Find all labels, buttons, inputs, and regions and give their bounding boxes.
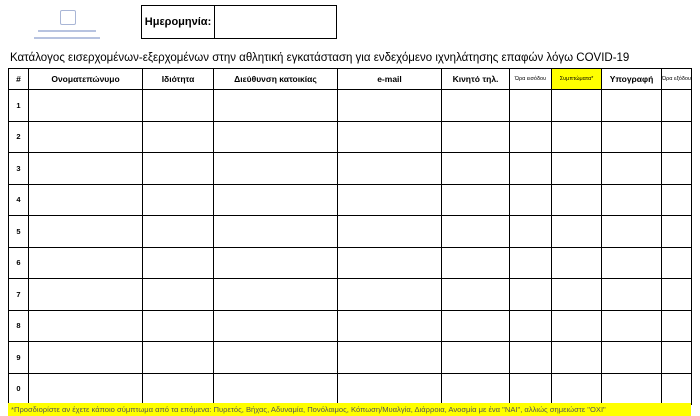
entry-cell[interactable]: [29, 216, 143, 248]
entry-cell[interactable]: [338, 247, 442, 279]
entry-cell[interactable]: [214, 216, 338, 248]
entry-cell[interactable]: [662, 342, 692, 374]
entry-cell[interactable]: [143, 279, 214, 311]
column-header-mobile: Κινητό τηλ.: [442, 69, 510, 90]
row-number: 7: [9, 279, 29, 311]
entry-cell[interactable]: [442, 121, 510, 153]
entry-cell[interactable]: [602, 121, 662, 153]
entry-cell[interactable]: [442, 279, 510, 311]
row-number: 2: [9, 121, 29, 153]
column-header-address: Διεύθυνση κατοικίας: [214, 69, 338, 90]
entry-cell[interactable]: [338, 342, 442, 374]
table-row: [9, 90, 692, 122]
entry-cell[interactable]: [338, 279, 442, 311]
date-box: [141, 5, 337, 39]
entry-cell[interactable]: [510, 279, 552, 311]
entry-cell[interactable]: [143, 184, 214, 216]
row-number: 6: [9, 247, 29, 279]
organization-logo: [32, 10, 104, 42]
entry-cell[interactable]: [143, 342, 214, 374]
entry-cell[interactable]: [29, 310, 143, 342]
entry-cell[interactable]: [29, 342, 143, 374]
row-number: 8: [9, 310, 29, 342]
entry-cell[interactable]: [602, 90, 662, 122]
page-title: Κατάλογος εισερχομένων-εξερχομένων στην αθλητική εγκατάσταση για ενδεχόμενο ιχνηλάτησης επαφών λόγω COVID-19: [10, 52, 630, 64]
entry-cell[interactable]: [442, 153, 510, 185]
table-row: [9, 184, 692, 216]
entry-cell[interactable]: [510, 121, 552, 153]
entry-cell[interactable]: [552, 90, 602, 122]
entry-cell[interactable]: [143, 90, 214, 122]
entry-cell[interactable]: [510, 184, 552, 216]
entry-cell[interactable]: [143, 216, 214, 248]
table-row: [9, 121, 692, 153]
entry-cell[interactable]: [602, 247, 662, 279]
entry-cell[interactable]: [510, 247, 552, 279]
entry-cell[interactable]: [662, 247, 692, 279]
entry-cell[interactable]: [442, 247, 510, 279]
column-header-number: #: [9, 69, 29, 90]
visitor-log-table: [8, 68, 692, 405]
entry-cell[interactable]: [602, 184, 662, 216]
entry-cell[interactable]: [442, 310, 510, 342]
entry-cell[interactable]: [214, 90, 338, 122]
entry-cell[interactable]: [442, 184, 510, 216]
entry-cell[interactable]: [143, 121, 214, 153]
entry-cell[interactable]: [602, 373, 662, 405]
table-row: [9, 153, 692, 185]
entry-cell[interactable]: [29, 121, 143, 153]
column-header-symptoms: Συμπτώματα*: [552, 69, 602, 90]
entry-cell[interactable]: [662, 90, 692, 122]
table-row: [9, 247, 692, 279]
entry-cell[interactable]: [338, 184, 442, 216]
table-row: [9, 216, 692, 248]
row-number: 9: [9, 342, 29, 374]
entry-cell[interactable]: [442, 90, 510, 122]
entry-cell[interactable]: [29, 247, 143, 279]
entry-cell[interactable]: [214, 373, 338, 405]
entry-cell[interactable]: [442, 373, 510, 405]
entry-cell[interactable]: [662, 153, 692, 185]
entry-cell[interactable]: [552, 153, 602, 185]
table-row: [9, 342, 692, 374]
entry-cell[interactable]: [442, 216, 510, 248]
entry-cell[interactable]: [214, 184, 338, 216]
entry-cell[interactable]: [442, 342, 510, 374]
entry-cell[interactable]: [338, 373, 442, 405]
row-number: 3: [9, 153, 29, 185]
entry-cell[interactable]: [552, 247, 602, 279]
entry-cell[interactable]: [29, 373, 143, 405]
entry-cell[interactable]: [552, 216, 602, 248]
date-label: Ημερομηνία:: [142, 6, 215, 38]
entry-cell[interactable]: [214, 342, 338, 374]
entry-cell[interactable]: [510, 373, 552, 405]
entry-cell[interactable]: [338, 216, 442, 248]
entry-cell[interactable]: [552, 342, 602, 374]
entry-cell[interactable]: [662, 216, 692, 248]
row-number: 4: [9, 184, 29, 216]
row-number: 0: [9, 373, 29, 405]
entry-cell[interactable]: [552, 121, 602, 153]
entry-cell[interactable]: [602, 342, 662, 374]
entry-cell[interactable]: [602, 310, 662, 342]
entry-cell[interactable]: [29, 279, 143, 311]
entry-cell[interactable]: [662, 310, 692, 342]
entry-cell[interactable]: [29, 153, 143, 185]
entry-cell[interactable]: [214, 153, 338, 185]
entry-cell[interactable]: [29, 90, 143, 122]
entry-cell[interactable]: [510, 310, 552, 342]
column-header-email: e-mail: [338, 69, 442, 90]
entry-cell[interactable]: [662, 279, 692, 311]
entry-cell[interactable]: [602, 279, 662, 311]
entry-cell[interactable]: [662, 373, 692, 405]
row-number: 1: [9, 90, 29, 122]
table-row: [9, 310, 692, 342]
table-row: [9, 279, 692, 311]
column-header-exit-time: Ώρα εξόδου: [662, 69, 692, 90]
entry-cell[interactable]: [29, 184, 143, 216]
column-header-name: Ονοματεπώνυμο: [29, 69, 143, 90]
entry-cell[interactable]: [510, 90, 552, 122]
entry-cell[interactable]: [510, 216, 552, 248]
entry-cell[interactable]: [602, 216, 662, 248]
column-header-entry-time: Ώρα εισόδου: [510, 69, 552, 90]
date-field[interactable]: [215, 6, 336, 38]
entry-cell[interactable]: [510, 342, 552, 374]
entry-cell[interactable]: [552, 279, 602, 311]
entry-cell[interactable]: [338, 310, 442, 342]
entry-cell[interactable]: [214, 247, 338, 279]
entry-cell[interactable]: [662, 121, 692, 153]
entry-cell[interactable]: [214, 310, 338, 342]
row-number: 5: [9, 216, 29, 248]
entry-cell[interactable]: [338, 90, 442, 122]
entry-cell[interactable]: [214, 279, 338, 311]
entry-cell[interactable]: [143, 310, 214, 342]
entry-cell[interactable]: [214, 121, 338, 153]
entry-cell[interactable]: [552, 373, 602, 405]
entry-cell[interactable]: [510, 153, 552, 185]
entry-cell[interactable]: [338, 121, 442, 153]
entry-cell[interactable]: [552, 310, 602, 342]
column-header-signature: Υπογραφή: [602, 69, 662, 90]
table-row: [9, 373, 692, 405]
column-header-role: Ιδιότητα: [143, 69, 214, 90]
entry-cell[interactable]: [552, 184, 602, 216]
entry-cell[interactable]: [143, 247, 214, 279]
entry-cell[interactable]: [662, 184, 692, 216]
table-header-row: [9, 69, 692, 90]
entry-cell[interactable]: [338, 153, 442, 185]
entry-cell[interactable]: [602, 153, 662, 185]
footer-note: *Προσδιορίστε αν έχετε κάποιο σύμπτωμα από τα επόμενα: Πυρετός, Βήχας, Αδυναμία, Πονόλαιμος, Κόπωση/Μυαλγία, Διάρροια, Ανοσμία με ένα "ΝΑΙ", αλλιώς σημειώστε "ΟΧΙ": [8, 403, 691, 416]
entry-cell[interactable]: [143, 373, 214, 405]
entry-cell[interactable]: [143, 153, 214, 185]
